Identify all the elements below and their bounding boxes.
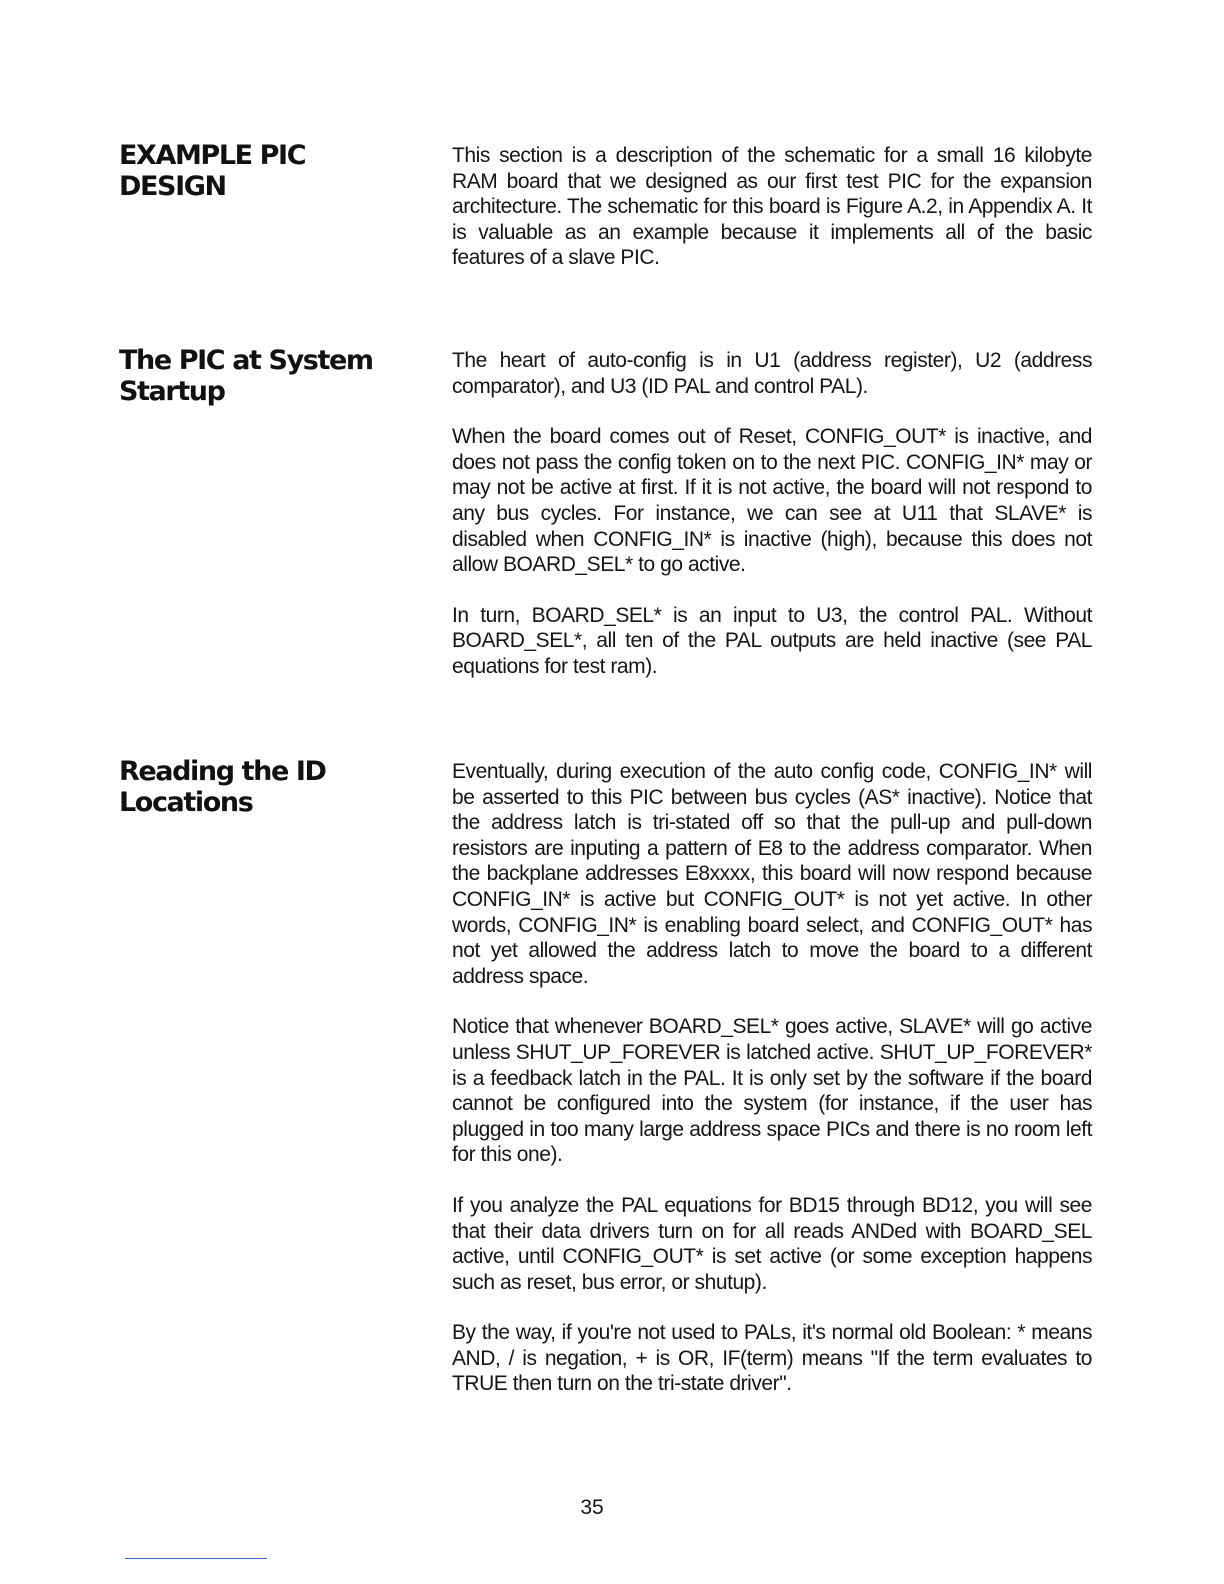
section-body [452, 759, 1092, 1422]
page-number: 35 [580, 1496, 604, 1519]
paragraph: If you analyze the PAL equations for BD15 through BD12, you will see that their data drivers turn on for all reads ANDed with BOARD_SEL active, until CONFIG_OUT* is set active (or some exception happens such as reset, bus error, or shutup). [452, 1193, 1092, 1294]
paragraph: When the board comes out of Reset, CONFIG_OUT* is inactive, and does not pass the config token on to the next PIC. CONFIG_IN* may or may not be active at first. If it is not active, the board will not respond to any bus cycles. For instance, we can see at U11 that SLAVE* is disabled when CONFIG_IN* is inactive (high), because this does not allow BOARD_SEL* to go active. [452, 425, 1092, 577]
section-heading: EXAMPLE PIC DESIGN [119, 140, 306, 202]
section-body [452, 348, 1092, 705]
paragraph: Eventually, during execution of the auto config code, CONFIG_IN* will be asserted to this PIC between bus cycles (AS* inactive). Notice that the address latch is tri-stated off so that the pull-up and pull-down resistors are inputing a pattern of E8 to the address comparator. When the backplane addresses E8xxxx, this board will now respond because CONFIG_IN* is active but CONFIG_OUT* is not yet active. In other words, CONFIG_IN* is enabling board select, and CONFIG_OUT* has not yet allowed the address latch to move the board to a different address space. [452, 760, 1092, 988]
paragraph: This section is a description of the schematic for a small 16 kilobyte RAM board that we designed as our first test PIC for the expansion architecture. The schematic for this board is Figure A.2, in Appendix A. It is valuable as an example because it implements all of the basic features of a slave PIC. [452, 144, 1092, 270]
paragraph: By the way, if you're not used to PALs, it's normal old Boolean: * means AND, / is negation, + is OR, IF(term) means "If the term evaluates to TRUE then turn on the tri-state driver". [452, 1321, 1092, 1396]
section-heading: Reading the ID Locations [119, 756, 326, 818]
paragraph: Notice that whenever BOARD_SEL* goes active, SLAVE* will go active unless SHUT_UP_FOREVER is latched active. SHUT_UP_FOREVER* is a feedback latch in the PAL. It is only set by the software if the board cannot be configured into the system (for instance, if the user has plugged in too many large address space PICs and there is no room left for this one). [452, 1015, 1092, 1167]
section-body [452, 143, 1092, 296]
footer-rule [125, 1558, 267, 1559]
section-heading: The PIC at System Startup [119, 345, 373, 407]
paragraph: In turn, BOARD_SEL* is an input to U3, the control PAL. Without BOARD_SEL*, all ten of the PAL outputs are held inactive (see PAL equations for test ram). [452, 603, 1092, 678]
paragraph: The heart of auto-config is in U1 (address register), U2 (address comparator), and U3 (ID PAL and control PAL). [452, 349, 1092, 398]
